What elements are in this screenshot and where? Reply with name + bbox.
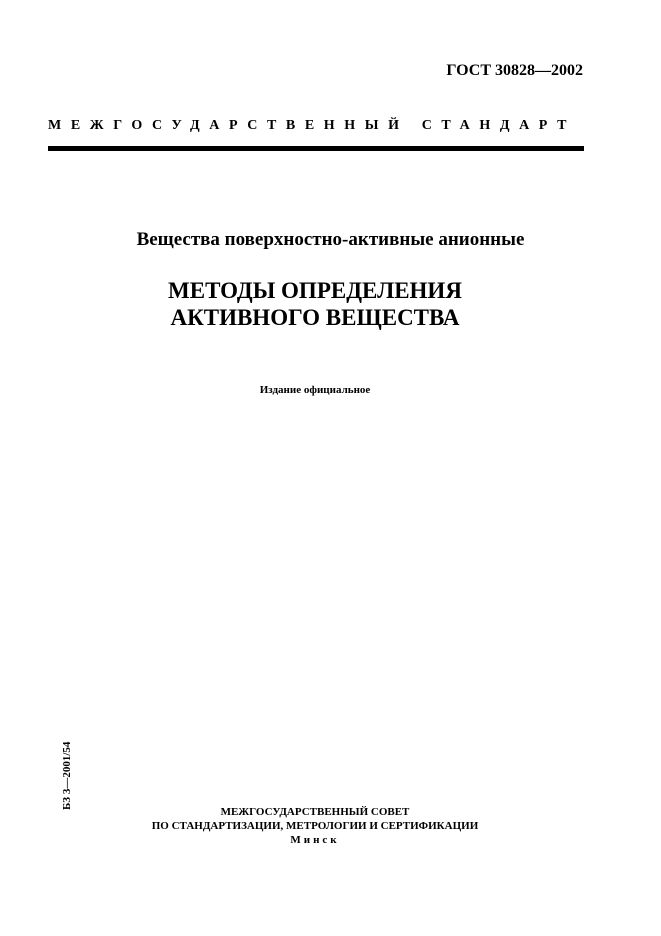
main-title xyxy=(0,277,630,331)
edition-label: Издание официальное xyxy=(259,384,371,396)
document-number: ГОСТ 30828—2002 xyxy=(446,62,583,79)
publisher-block xyxy=(0,805,630,847)
side-code: БЗ 3—2001/54 xyxy=(61,741,73,810)
publisher-line-1: МЕЖГОСУДАРСТВЕННЫЙ СОВЕТ xyxy=(220,806,410,818)
publisher-line-2: ПО СТАНДАРТИЗАЦИИ, МЕТРОЛОГИИ И СЕРТИФИКАЦИИ xyxy=(151,820,479,832)
header-rule xyxy=(48,146,584,151)
publisher-city: Минск xyxy=(290,834,340,846)
main-title-line-1: МЕТОДЫ ОПРЕДЕЛЕНИЯ xyxy=(168,278,462,303)
main-title-line-2: АКТИВНОГО ВЕЩЕСТВА xyxy=(170,305,460,330)
subject-title: Вещества поверхностно-активные анионные xyxy=(136,229,525,250)
standard-type-heading: МЕЖГОСУДАРСТВЕННЫЙ СТАНДАРТ xyxy=(48,118,577,133)
